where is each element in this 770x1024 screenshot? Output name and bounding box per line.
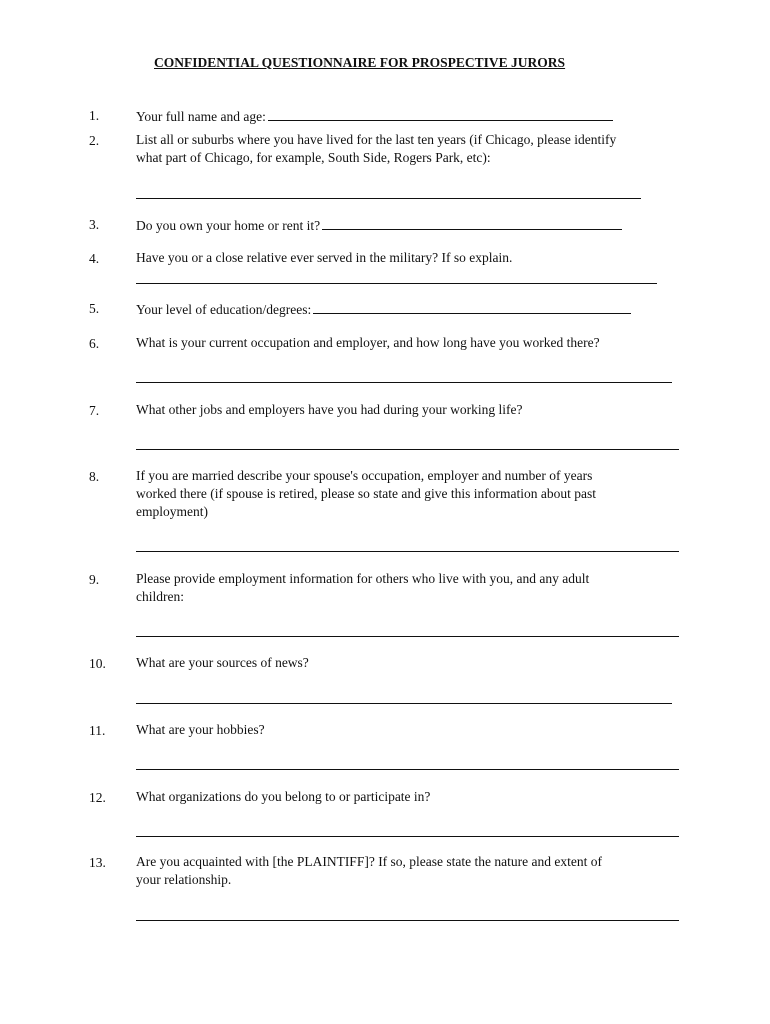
question-text: Are you acquainted with [the PLAINTIFF]? If so, please state the nature and extent of xyxy=(136,854,602,869)
question-text: what part of Chicago, for example, South Side, Rogers Park, etc): xyxy=(136,150,491,165)
question-text: What are your hobbies? xyxy=(136,722,265,737)
question-number: 4. xyxy=(89,251,100,266)
question-text: Your full name and age: xyxy=(136,109,266,124)
question-number: 2. xyxy=(89,133,100,148)
question-text: If you are married describe your spouse's occupation, employer and number of years xyxy=(136,468,593,483)
question-text: Please provide employment information for others who live with you, and any adult xyxy=(136,571,590,586)
answer-line[interactable] xyxy=(268,106,613,121)
question-text: your relationship. xyxy=(136,872,232,887)
question-text: What are your sources of news? xyxy=(136,655,309,670)
question-number: 13. xyxy=(89,855,106,870)
question-3 xyxy=(136,215,622,235)
question-number: 9. xyxy=(89,572,100,587)
question-number: 5. xyxy=(89,301,100,316)
question-number: 8. xyxy=(89,469,100,484)
question-number: 6. xyxy=(89,336,100,351)
answer-line[interactable] xyxy=(136,836,679,837)
answer-line[interactable] xyxy=(322,215,622,230)
answer-line[interactable] xyxy=(136,382,672,383)
question-1 xyxy=(136,106,613,126)
answer-line[interactable] xyxy=(136,920,679,921)
question-text: List all or suburbs where you have lived for the last ten years (if Chicago, please identify xyxy=(136,132,617,147)
question-text: What organizations do you belong to or participate in? xyxy=(136,789,431,804)
question-text: children: xyxy=(136,589,184,604)
question-text: What other jobs and employers have you had during your working life? xyxy=(136,402,523,417)
question-text: Have you or a close relative ever served in the military? If so explain. xyxy=(136,250,513,265)
answer-line[interactable] xyxy=(136,769,679,770)
answer-line[interactable] xyxy=(136,198,641,199)
question-number: 7. xyxy=(89,403,100,418)
question-text: employment) xyxy=(136,504,208,519)
answer-line[interactable] xyxy=(313,299,631,314)
question-text: Your level of education/degrees: xyxy=(136,302,312,317)
question-number: 3. xyxy=(89,217,100,232)
question-number: 11. xyxy=(89,723,106,738)
question-number: 10. xyxy=(89,656,106,671)
question-text: worked there (if spouse is retired, please so state and give this information about past xyxy=(136,486,597,501)
question-number: 12. xyxy=(89,790,106,805)
answer-line[interactable] xyxy=(136,551,679,552)
answer-line[interactable] xyxy=(136,636,679,637)
question-text: Do you own your home or rent it? xyxy=(136,218,321,233)
question-number: 1. xyxy=(89,108,100,123)
question-5 xyxy=(136,299,631,319)
question-text: What is your current occupation and employer, and how long have you worked there? xyxy=(136,335,600,350)
document-title: CONFIDENTIAL QUESTIONNAIRE FOR PROSPECTIVE JURORS xyxy=(154,55,566,70)
answer-line[interactable] xyxy=(136,449,679,450)
answer-line[interactable] xyxy=(136,283,657,284)
answer-line[interactable] xyxy=(136,703,672,704)
